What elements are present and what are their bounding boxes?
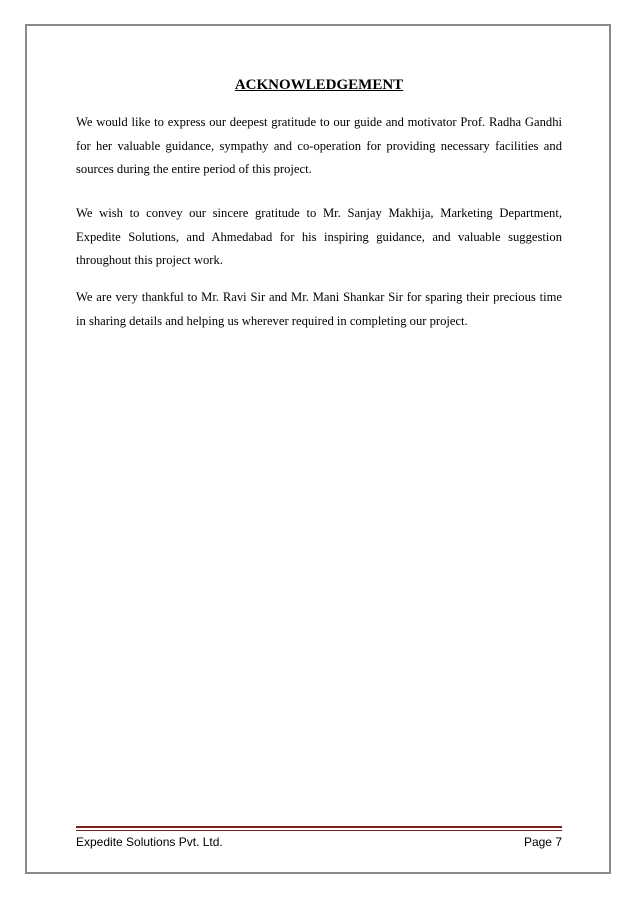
footer-company: Expedite Solutions Pvt. Ltd.	[76, 835, 223, 849]
paragraph-marketing: We wish to convey our sincere gratitude to Mr. Sanjay Makhija, Marketing Department, Expedite Solutions, and Ahmedabad for his inspiring guidance, and valuable suggestion throughout this project work.	[76, 206, 562, 267]
footer-rule-thin	[76, 830, 562, 831]
paragraph-thanks: We are very thankful to Mr. Ravi Sir and Mr. Mani Shankar Sir for sparing their precious time in sharing details and helping us wherever required in completing our project.	[76, 290, 562, 328]
footer-page-number: Page 7	[523, 835, 562, 849]
footer-rule-thick	[76, 826, 562, 828]
paragraph-guide: We would like to express our deepest gratitude to our guide and motivator Prof. Radha Gandhi for her valuable guidance, sympathy and co-operation for providing necessary facilities and sources during the entire period of this project.	[76, 115, 562, 176]
page-title: ACKNOWLEDGEMENT	[234, 77, 404, 93]
